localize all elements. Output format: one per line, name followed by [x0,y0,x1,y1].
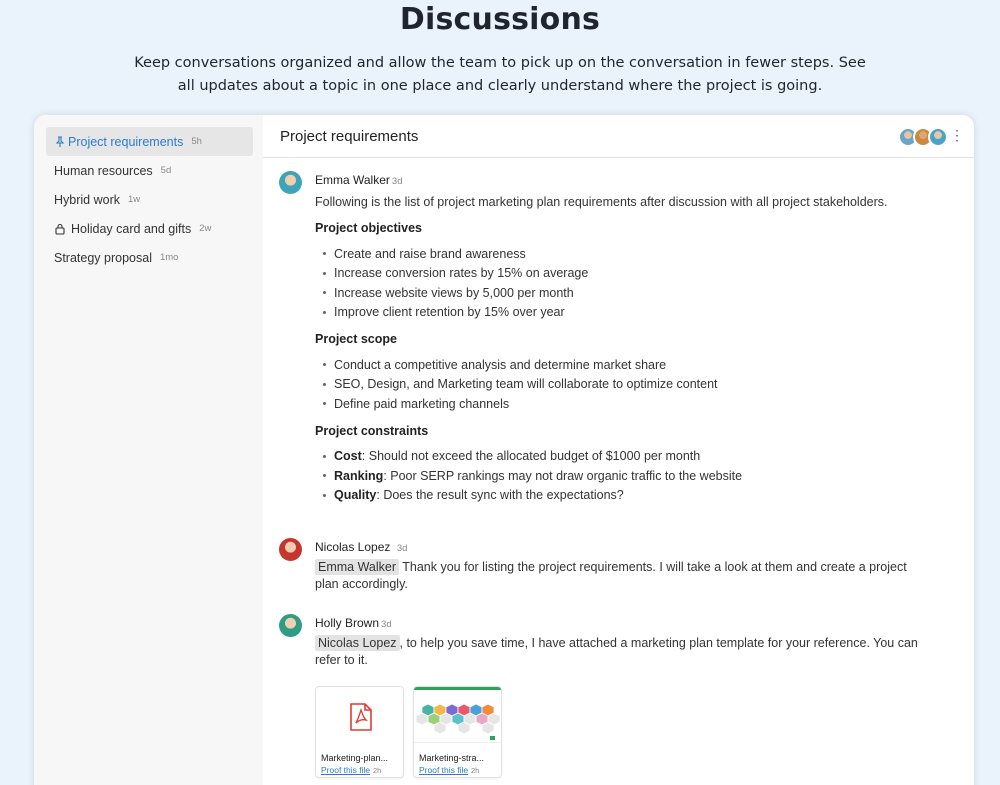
attachment-time: 2h [373,766,382,775]
attachments [315,686,958,781]
participants-avatars[interactable] [903,127,948,147]
pin-icon [54,136,66,148]
sidebar-item-hybrid-work[interactable] [46,185,253,214]
sidebar-item-age: 5d [160,165,172,176]
list-item: Cost : Should not exceed the allocated budget of $1000 per month [315,447,958,467]
message-text: Nicolas Lopez , to help you save time, I have attached a marketing plan template for your reference. You can refer to it. [315,636,918,667]
message-author[interactable]: Emma Walker [315,173,390,187]
message-author[interactable]: Holly Brown [315,616,380,630]
discussions-window [34,115,974,785]
sidebar-item-age: 1mo [159,252,179,263]
list-item: Define paid marketing channels [315,394,958,414]
pdf-icon [349,703,373,736]
message-author[interactable]: Nicolas Lopez [315,540,391,554]
scope-list [315,355,958,414]
mention-tag[interactable]: Emma Walker [315,559,399,575]
message-time: 3d [396,543,408,554]
message-nicolas-lopez [279,538,958,593]
attachment-card[interactable] [315,686,404,778]
attachment-name: Marketing-stra... [419,753,485,763]
avatar [279,538,302,561]
sidebar-item-human-resources[interactable] [46,156,253,185]
list-item: Quality : Does the result sync with the expectations? [315,486,958,506]
section-title: Project objectives [315,221,422,235]
list-item: Ranking : Poor SERP rankings may not draw organic traffic to the website [315,466,958,486]
message-text: Emma Walker Thank you for listing the project requirements. I will take a look at them and create a project plan accordingly. [315,560,907,591]
attachment-time: 2h [471,766,480,775]
discussion-sidebar [34,115,263,785]
list-item: Conduct a competitive analysis and determine market share [315,355,958,375]
constraints-list [315,447,958,506]
image-thumbnail [414,687,501,743]
sidebar-item-age: 1w [128,194,141,205]
list-item: Create and raise brand awareness [315,244,958,264]
list-item: Increase website views by 5,000 per month [315,283,958,303]
lock-icon [54,223,66,235]
proof-file-link[interactable]: Proof this file [419,765,469,775]
message-time: 3d [391,176,403,187]
avatar [928,127,948,147]
avatar [279,171,302,194]
section-title: Project constraints [315,423,429,438]
sidebar-item-label: Strategy proposal [54,250,152,265]
avatar [279,614,302,637]
attachment-card[interactable] [413,686,502,778]
discussion-header [263,115,974,158]
message-emma-walker [279,171,958,505]
hero-title: Discussions [399,2,601,37]
discussion-title: Project requirements [280,127,419,145]
message-holly-brown [279,614,958,781]
attachment-name: Marketing-plan... [321,753,389,763]
sidebar-item-project-requirements[interactable] [46,127,253,156]
message-text: Following is the list of project marketing plan requirements after discussion with all project stakeholders. [315,195,888,209]
mention-tag[interactable]: Nicolas Lopez [315,635,400,651]
sidebar-item-label: Project requirements [68,134,184,149]
list-item: Increase conversion rates by 15% on average [315,264,958,284]
discussion-panel [263,115,974,785]
sidebar-item-age: 5h [191,136,202,147]
list-item: SEO, Design, and Marketing team will collaborate to optimize content [315,375,958,395]
sidebar-item-age: 2w [199,223,212,234]
sidebar-item-strategy-proposal[interactable] [46,243,253,272]
sidebar-item-label: Holiday card and gifts [71,221,192,236]
sidebar-item-label: Human resources [54,163,153,178]
proof-file-link[interactable]: Proof this file [321,765,371,775]
sidebar-item-label: Hybrid work [54,192,120,207]
objectives-list [315,244,958,322]
list-item: Improve client retention by 15% over year [315,303,958,323]
sidebar-item-holiday-card[interactable] [46,214,253,243]
more-options-icon[interactable]: ⋮ [950,127,964,143]
hero-subtitle: Keep conversations organized and allow the team to pick up on the conversation in fewer steps. See all updates about a topic in one place and clearly understand where the project is going. [134,55,866,94]
section-title: Project scope [315,332,397,346]
message-time: 3d [381,619,392,630]
